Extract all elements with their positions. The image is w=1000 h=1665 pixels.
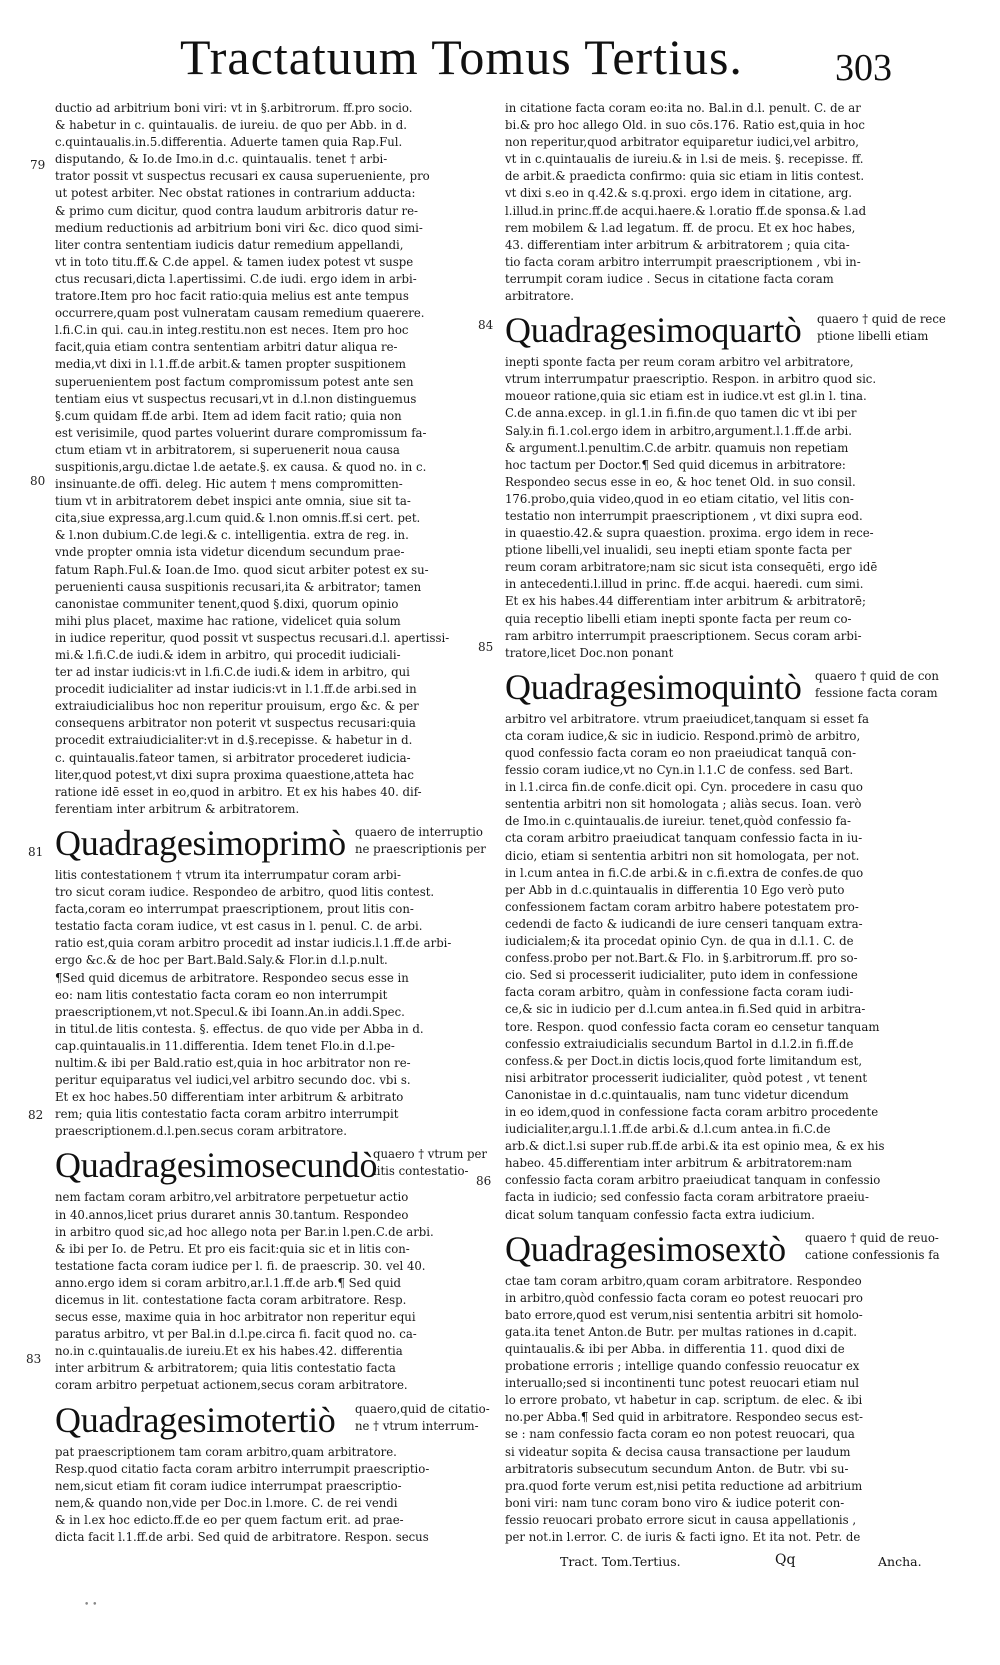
question-title: Quadragesimotertiò	[55, 1399, 336, 1440]
question-body-46: ctae tam coram arbitro,quam coram arbitratore. Respondeo in arbitro,quòd confessio facta coram eo potest reuocari pro bato errore,quod est verum,nisi sententia arbitri sit homolo- gata.ita tenet Anton.de Butr. per multas rationes in d.capit. quintaualis.& ibi per Abba. in differentia 11. quod dixi de probatione erroris ; intellige quando confessio reuocatur ex interuallo;sed si incontinenti tunc potest reuocari etiam nul lo errore probato, vt habetur in cap. scriptum. de elec. & ibi no.per Abba.¶ Sed quid in arbitratore. Respondeo secus est- se : nam confessio facta coram eo non potest reuocari, qua si videatur sopita & decisa causa transactione per laudum arbitratoris subsecutum secundum Anton. de Butr. vbi su- pra.quod forte verum est,nisi petita reductione ad arbitrium boni viri: nam tunc coram bono viro & iudice poterit con- fessio reuocari probato errore sicut in causa appellationis , per not.in l.error. C. de iuris & facti igno. Et ita not. Petr. de	[505, 1273, 863, 1545]
paragraph-continuation: ductio ad arbitrium boni viri: vt in §.arbitrorum. ff.pro socio. & habetur in c. quintaualis. de iureiu. de quo per Abb. in d. c.quintaualis.in.5.differentia. Aduerte tamen quia Rap.Ful. disputando, & Io.de Imo.in d.c. quintaualis. tenet † arbi- trator possit vt suspectus recusari ex causa superueniente, pro ut potest arbiter. Nec obstat rationes in contrarium adducta: & primo cum dicitur, quod contra laudum arbitroris datur re- medium reductionis ad arbitrium boni viri &c. dico quod simi- liter contra sententiam iudicis datur remedium appellandi, vt in toto titu.ff.& C.de appel. & tamen iudex potest vt suspe ctus recusari,dicta l.apertissimi. C.de iudi. ergo idem in arbi- tratore.Item pro hoc facit ratio:quia melius est ante tempus occurrere,quam post vulneratam causam remedium quaerere. l.fi.C.in qui. cau.in integ.restitu.non est neces. Item pro hoc facit,quia etiam contra sententiam arbitri datur aliqua re- media,vt dixi in l.1.ff.de arbit.& tamen propter suspitionem superuenientem post factum compromissum potest ante sen tentiam eius vt suspectus recusari,vt in d.l.non distinguemus §.cum quidam ff.de arbi. Item ad idem facit ratio; quia non est verisimile, quod partes voluerint durare compromissum fa- ctum etiam vt in arbitratorem, si superuenerit noua causa suspitionis,argu.dictae l.de aetate.§. ex causa. & quod no. in c. insinuante.de offi. deleg. Hic autem † mens compromitten- tium vt in arbitratorem debet inspici ante omnia, siue sit ta- cita,siue expressa,arg.l.cum quid.& l.non omnis.ff.si cert. pet. & l.non dubium.C.de legi.& c. intelligentia. extra de reg. in. vnde propter omnia ista videtur dicendum secundum prae- fatum Raph.Ful.& Ioan.de Imo. quod sicut arbiter potest ex su- peruenienti causa suspitionis recusari,ita & arbitrator; tamen canonistae communiter tenent,quod §.dixi, quorum opinio mihi plus placet, maxime hac ratione, videlicet quia solum in iudice reperitur, quod possit vt suspectus recusari.d.l. apertissi- mi.& l.fi.C.de iudi.& idem in arbitro, qui procedit iudiciali- ter ad instar iudicis:vt in l.fi.C.de iudi.& idem in arbitro, qui procedit iudicialiter ad instar iudicis:vt in l.1.ff.de arbi.sed in extraiudicialibus hoc non reperitur prouisum, ergo &c. & per consequens arbitrator non poterit vt suspectus recusari:quia procedit extraiudicialiter:vt in d.§.recepisse. & habetur in d. c. quintaualis.fateor tamen, si arbitrator procederet iudicia- liter,quod potest,vt dixi supra proxima quaestione,atteta hac ratione idē esset in eo,quod in arbitro. Et ex his habes 40. dif- ferentiam inter arbitrum & arbitratorem.	[55, 101, 450, 816]
right-column	[505, 100, 946, 1546]
question-title: Quadragesimosextò	[505, 1228, 786, 1269]
question-heading-43	[55, 1397, 490, 1443]
quire-mark: Qq	[775, 1552, 796, 1568]
margin-number: 83	[26, 1352, 42, 1366]
question-heading-46	[505, 1226, 940, 1272]
question-body-42: nem factam coram arbitro,vel arbitratore perpetuetur actio in 40.annos,licet prius duraret annis 30.tantum. Respondeo in arbitro quod sic,ad hoc allego nota per Bar.in l.pen.C.de arbi. & ibi per Io. de Petru. Et pro eis facit:quia sic et in litis con- testatione facta coram iudice per l. fi. de praescrip. 30. vel 40. anno.ergo idem si coram arbitro,ar.l.1.ff.de arb.¶ Sed quid dicemus in lit. contestatione facta coram arbitratore. Resp. secus esse, maxime quia in hoc arbitrator non reperitur equi paratus arbitro, vt per Bal.in d.l.pe.circa fi. facit quod no. ca- no.in c.quintaualis.de iureiu.Et ex his habes.42. differentia inter arbitrum & arbitratorem; quia litis contestatio facta coram arbitro perpetuat actionem,secus coram arbitratore.	[55, 1190, 434, 1393]
margin-number: 82	[28, 1108, 44, 1122]
question-title: Quadragesimoquartò	[505, 310, 802, 351]
question-body-45: arbitro vel arbitratore. vtrum praeiudicet,tanquam si esset fa cta coram iudice,& sic in iudicio. Respond.primò de arbitro, quod confessio facta coram eo non praeiudicat tanquā con- fessio coram iudice,vt no Cyn.in l.1.C de confess. sed Bart. in l.1.circa fin.de confe.dicit opi. Cyn. procedere in casu quo sententia arbitri non sit homologata ; aliàs secus. Ioan. verò de Imo.in c.quintaualis.de iureiur. tenet,quòd confessio fa- cta coram arbitro praeiudicat tanquam confessio facta in iu- dicio, etiam si sententia arbitri non sit homologata, per not. in l.cum antea in fi.C.de arbi.& in c.fi.extra de confes.de quo per Abb in d.c.quintaualis in differentia 10 Ego verò puto confessionem factam coram arbitro habere potestatem pro- cedendi de facto & iudicandi de iure censeri tanquam extra- iudicialem;& ita procedat opinio Cyn. de qua in d.l.1. C. de confess.probo per not.Bart.& Flo. in §.arbitrorum.ff. pro so- cio. Sed si processerit iudicialiter, puto idem in confessione facta coram arbitro, quàm in confessione facta coram iudi- ce,& sic in iudicio per d.l.cum antea.in fi.Sed quid in arbitra- tore. Respon. quod confessio facta coram eo censetur tanquam confessio extraiudicialis secundum Bartol in d.l.2.in fi.ff.de confess.& per Doct.in dictis locis,quod forte limitandum est, nisi arbitrator processerit iudicialiter, quòd potest , vt tenent Canonistae in d.c.quintaualis, nam tunc videtur dicendum in eo idem,quod in confessione facta coram arbitro procedente iudicialiter,argu.l.1.ff.de arbi.& d.l.cum antea.in fi.C.de arb.& dict.l.si super rub.ff.de arbi.& ita est opinio mea, & ex his habeo. 45.differentiam inter arbitrum & arbitratorem:nam confessio facta coram arbitro praeiudicat tanquam in confessio facta in iudicio; sed confessio facta coram arbitratore praeiu- dicat solum tanquam confessio facta extra iudicium.	[505, 711, 885, 1222]
margin-number: 80	[30, 474, 46, 488]
margin-number: 86	[476, 1174, 492, 1188]
question-heading-41	[55, 820, 486, 866]
question-heading-45	[505, 664, 939, 710]
question-body-44: inepti sponte facta per reum coram arbitro vel arbitratore, vtrum interrumpatur praescriptio. Respon. in arbitro quod sic. moueor ratione,quia sic etiam est in iudice.vt est gl.in l. tina. C.de anna.excep. in gl.1.in fi.fin.de quo tamen dic vt ibi per Saly.in fi.1.col.ergo idem in arbitro,argument.l.1.ff.de arbi. & argument.l.penultim.C.de arbitr. quamuis non repetiam hoc tactum per Doctor.¶ Sed quid dicemus in arbitratore: Respondeo secus esse in eo, & hoc tenet Old. in suo consil. 176.probo,quia video,quod in eo etiam citatio, vel litis con- testatio non interrumpit praescriptionem , vt dixi supra eod. in quaestio.42.& supra quaestion. proxima. ergo idem in rece- ptione libelli,vel inualidi, seu inepti etiam sponte facta per reum coram arbitratore;nam sic sicut ista consequēti, ergo idē in antecedenti.l.illud in princ. ff.de acqui. haeredi. cum simi. Et ex his habes.44 differentiam inter arbitrum & arbitratorē; quia receptio libelli etiam inepti sponte facta per reum co- ram arbitro interrumpit praescriptionem. Secus coram arbi- tratore,licet Doc.non ponant	[505, 355, 878, 660]
signature-line: Tract. Tom.Tertius.	[560, 1554, 681, 1569]
question-lead: quaero † quid de rece ptione libelli etiam	[817, 312, 946, 344]
margin-number: 85	[478, 640, 494, 654]
ink-smudge: • •	[84, 1600, 98, 1610]
question-title: Quadragesimoprimò	[55, 822, 346, 863]
question-title: Quadragesimosecundò	[55, 1145, 378, 1186]
margin-number: 84	[478, 318, 494, 332]
question-lead: quaero † quid de reuo- catione confessionis fa	[805, 1230, 940, 1262]
page-number: 303	[835, 47, 892, 89]
margin-number: 81	[28, 845, 44, 859]
question-lead: quaero † quid de con fessione facta coram	[815, 668, 939, 700]
question-heading-44	[505, 307, 946, 353]
question-lead: quaero de interruptio ne praescriptionis per	[355, 824, 486, 856]
question-body-41: litis contestationem † vtrum ita interrumpatur coram arbi- tro sicut coram iudice. Respondeo de arbitro, quod litis contest. facta,coram eo interrumpat praescriptionem, prout litis con- testatio facta coram iudice, vt est casus in l. penul. C. de arbi. ratio est,quia coram arbitro procedit ad instar iudicis.l.1.ff.de arbi- ergo &c.& de hoc per Bart.Bald.Saly.& Flor.in d.l.p.nult. ¶Sed quid dicemus de arbitratore. Respondeo secus esse in eo: nam litis contestatio facta coram eo non interrumpit praescriptionem,vt not.Specul.& ibi Ioann.An.in addi.Spec. in titul.de litis contesta. §. effectus. de quo vide per Abba in d. cap.quintaualis.in 11.differentia. Idem tenet Flo.in d.l.pe- nultim.& ibi per Bald.ratio est,quia in hoc arbitrator non re- peritur equiparatus vel iudici,vel arbitro secundo doc. vbi s. Et ex hoc habes.50 differentiam inter arbitrum & arbitrato rem; quia litis contestatio facta coram arbitro interrumpit praescriptionem.d.l.pen.secus coram arbitratore.	[55, 867, 452, 1139]
question-lead: quaero,quid de citatio- ne † vtrum interrum-	[355, 1401, 490, 1433]
question-body-43: pat praescriptionem tam coram arbitro,quam arbitratore. Resp.quod citatio facta coram arbitro interrumpit praescriptio- nem,sicut etiam fit coram iudice interrumpat praescriptio- nem,& quando non,vide per Doc.in l.more. C. de rei vendi & in l.ex hoc edicto.ff.de eo per quem factum erit. ad prae- dicta facit l.1.ff.de arbi. Sed quid de arbitratore. Respon. secus	[55, 1444, 430, 1545]
catchword: Ancha.	[878, 1554, 922, 1569]
question-lead: quaero † vtrum per litis contestatio-	[373, 1147, 487, 1179]
margin-number: 79	[30, 158, 46, 172]
question-title: Quadragesimoquintò	[505, 666, 802, 707]
running-title: Tractatuum Tomus Tertius.	[180, 29, 743, 85]
paragraph-continuation: in citatione facta coram eo:ita no. Bal.in d.l. penult. C. de ar bi.& pro hoc allego Old. in suo cōs.176. Ratio est,quia in hoc non reperitur,quod arbitrator equiparetur iudici,vel arbitro, vt in c.quintaualis de iureiu.& in l.si de meis. §. recepisse. ff. de arbit.& praedicta confirmo: quia sic etiam in litis contest. vt dixi s.eo in q.42.& s.q.proxi. ergo idem in citatione, arg. l.illud.in princ.ff.de acqui.haere.& l.oratio ff.de sponsa.& l.ad rem mobilem & l.ad legatum. ff. de procu. Et ex hoc habes, 43. differentiam inter arbitrum & arbitratorem ; quia cita- tio facta coram arbitro interrumpit praescriptionem , vbi in- terrumpit coram iudice . Secus in citatione facta coram arbitratore.	[505, 101, 867, 304]
